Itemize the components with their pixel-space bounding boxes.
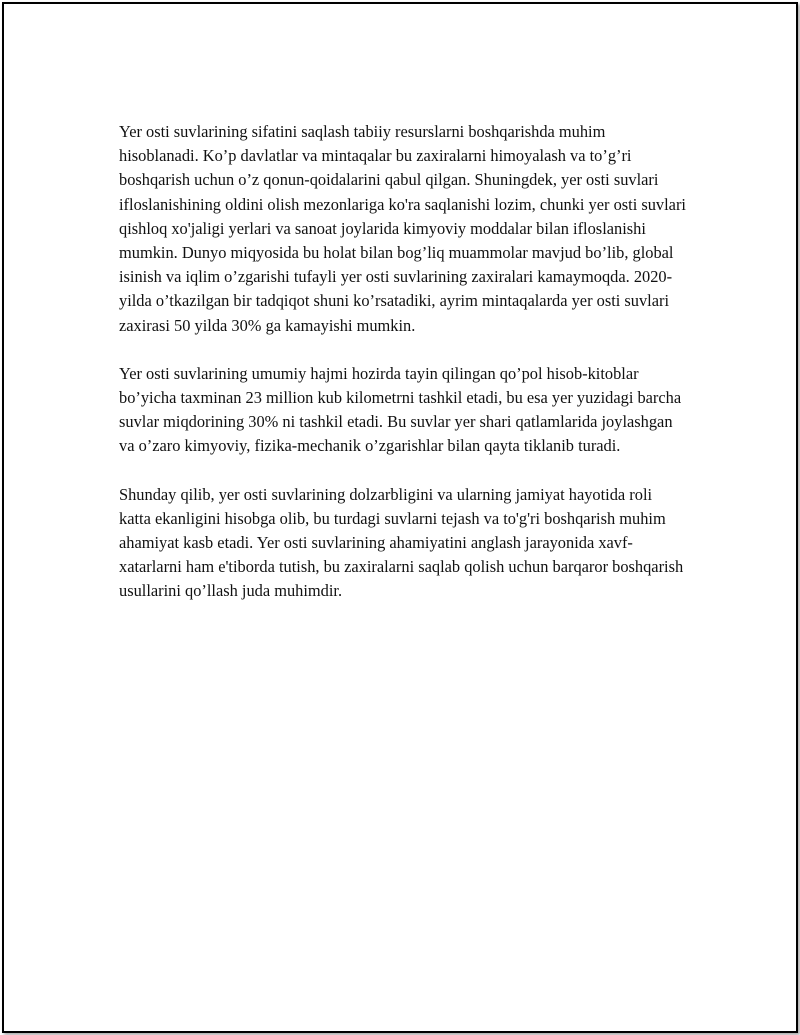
- paragraph-3: Shunday qilib, yer osti suvlarining dolzarbligini va ularning jamiyat hayotida roli katta ekanligini hisobga olib, bu turdagi suvlarni tejash va to'g'ri boshqarish muhim ahamiyat kasb etadi. Yer osti suvlarining ahamiyatini anglash jarayonida xavf-xatarlarni ham e'tiborda tutish, bu zaxiralarni saqlab qolish uchun barqaror boshqarish usullarini qo’llash juda muhimdir.: [119, 484, 684, 601]
- document-body: [119, 120, 687, 628]
- document-page: [2, 2, 798, 1033]
- paragraph-2: Yer osti suvlarining umumiy hajmi hozirda tayin qilingan qo’pol hisob-kitoblar bo’yicha taxminan 23 million kub kilometrni tashkil etadi, bu esa yer yuzidagi barcha suvlar miqdorining 30% ni tashkil etadi. Bu suvlar yer shari qatlamlarida joylashgan va o’zaro kimyoviy, fizika-mechanik o’zgarishlar bilan qayta tiklanib turadi.: [119, 363, 682, 456]
- paragraph-1: Yer osti suvlarining sifatini saqlash tabiiy resurslarni boshqarishda muhim hisoblanadi. Ko’p davlatlar va mintaqalar bu zaxiralarni himoyalash va to’g’ri boshqarish uchun o’z qonun-qoidalarini qabul qilgan. Shuningdek, yer osti suvlari ifloslanishining oldini olish mezonlariga ko'ra saqlanishi lozim, chunki yer osti suvlari qishloq xo'jaligi yerlari va sanoat joylarida kimyoviy moddalar bilan ifloslanishi mumkin. Dunyo miqyosida bu holat bilan bog’liq muammolar mavjud bo’lib, global isinish va iqlim o’zgarishi tufayli yer osti suvlarining zaxiralari kamaymoqda. 2020-yilda o’tkazilgan bir tadqiqot shuni ko’rsatadiki, ayrim mintaqalarda yer osti suvlari zaxirasi 50 yilda 30% ga kamayishi mumkin.: [119, 122, 686, 335]
